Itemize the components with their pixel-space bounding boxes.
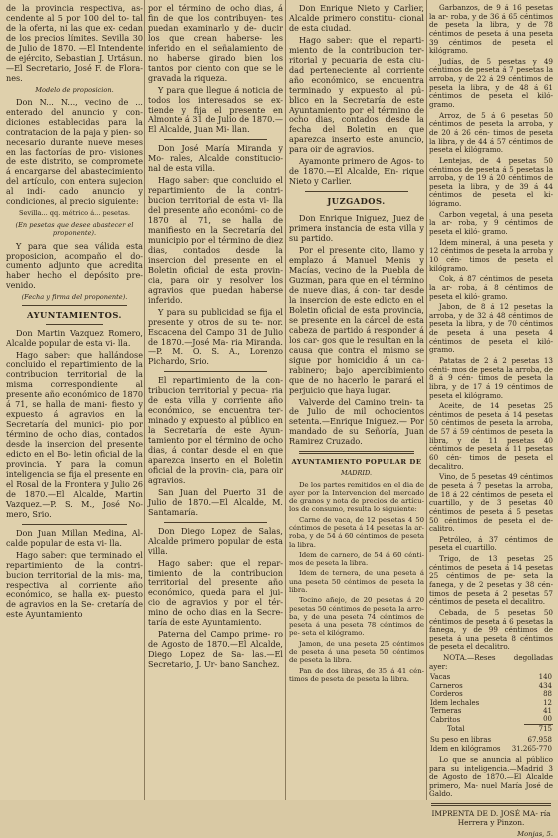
paragraph: Don Juan Millan Medina, Al- calde popular de esta vi- lla.	[6, 527, 143, 548]
modelo-heading: Modelo de proposicion.	[35, 85, 114, 94]
table-row	[429, 682, 553, 690]
column-3	[289, 4, 424, 796]
divider	[46, 324, 103, 325]
section-heading-ayuntamientos: AYUNTAMIENTOS.	[27, 310, 122, 321]
table-cell-value: 12	[543, 698, 552, 707]
imprint-address: Monjas, 5.	[517, 829, 553, 838]
paragraph: Ayamonte primero de Agos- to de 1870.—El Alcalde, En- rique Nieto y Carlier.	[289, 156, 424, 187]
table-row	[429, 745, 553, 753]
nota-title: NOTA.—Reses degolladas ayer:	[429, 653, 553, 671]
section-heading-juzgados: JUZGADOS.	[327, 196, 386, 207]
divider	[164, 371, 267, 372]
paragraph: Y para que llegue á noticia de todos los interesados se ex- tiende y fija el presente en Almonte á 31 de Julio de 1870.—El Alcalde, Juan Mi- llan.	[148, 84, 283, 135]
double-divider	[431, 803, 551, 806]
paragraph: Idem de carnero, de 54 á 60 cénti- mos de peseta la libra.	[289, 550, 424, 568]
table-cell-value: 00	[543, 715, 552, 724]
paragraph: Carne de vaca, de 12 pesetas 4 50 céntimos de peseta á 14 pesetas la ar- roba, y de 54 á 60 céntimos de peseta la libra.	[289, 515, 424, 549]
paragraph: Patatas de 2 á 2 pesetas 13 cénti- mos de peseta la arroba, de 8 á 9 cén- timos de peseta la libra, y de 17 á 19 céntimos de peseta el kilógramo.	[429, 355, 553, 400]
total-label: Total	[447, 724, 465, 733]
table-cell-value: 41	[543, 706, 552, 715]
table-row	[429, 673, 553, 681]
price-report	[289, 481, 424, 683]
table-cell-label: Carneros	[430, 681, 463, 690]
weight-value: 67.958	[527, 736, 552, 745]
divider	[164, 522, 267, 523]
double-divider	[299, 451, 414, 454]
slaughter-table	[429, 673, 553, 733]
paragraph: Y para su publicidad se fija el presente y otros de su te- nor. Escacena del Campo 31 de Julio de 1870.—José Ma- ria Miranda.—P. M. O. S. A., Lorenzo Pichardo, Srio.	[148, 306, 283, 367]
column-1	[6, 4, 143, 796]
divider	[305, 191, 408, 192]
table-cell-value: 88	[543, 690, 552, 699]
paragraph: Paterna del Campo prime- ro de Agosto de 1870.—El Alcalde, Diego Lopez de Sa- las.—El Secretario, J. Ur- bano Sanchez.	[148, 629, 283, 670]
paragraph: Por el presente cito, llamo y emplazo á Manuel Menis y Macías, vecino de la Puebla de Guzman, para que en el término de nueve dias, á con- tar desde la insercion de este edicto en el Boletin oficial de esta provincia, se presente en la cárcel de esta cabeza de partido á responder á los car- gos que le resultan en la causa que contra el mismo se sigue por homicidio á un ca- rabinero; bajo apercibimiento que de no hacerlo le parará el perjuicio que haya lugar.	[289, 245, 424, 395]
divider	[164, 139, 267, 140]
weight-label: Su peso en libras	[430, 736, 492, 745]
nota-line: (En pesetas que desee abastecer el proponente).	[15, 221, 134, 238]
paragraph: Don Enrique Nieto y Carlier, Alcalde primero constitu- cional de esta ciudad.	[289, 3, 424, 33]
paragraph: Hago saber: que el repar- timiento de la contribucion territorial del presente año económico, queda para el jui- cio de agravios y por el tér- mino de ocho dias en la Secre- taría de este Ayuntamiento.	[148, 557, 283, 628]
paragraph: Aceite, de 14 pesetas 25 céntimos de peseta á 14 pesetas 50 céntimos de peseta la arroba, de 57 á 59 céntimos de peseta la libra, y de 11 pesetas 40 céntimos de peseta á 11 pesetas 60 cén- timos de peseta el decalitro.	[429, 401, 553, 471]
paragraph: Don N... N..., vecino de ... enterado del anuncio y con- diciones establecidas para la contratacion de la paja y pien- so necesario durante nueve meses en las factorías de pro- visiones de este distrito, se compromete á encargarse del abastecimiento del artículo, con entera sujecion al indi- cado anuncio y condiciones, al precio siguiente:	[6, 96, 143, 207]
column-divider	[285, 0, 286, 800]
weight-value: 31.265-770	[511, 744, 552, 753]
total-row	[429, 724, 553, 733]
paragraph: Carbon vegetal, á una peseta la ar- roba, y 9 céntimos de peseta el kiló- gramo.	[429, 209, 553, 237]
paragraph: Arroz, de 5 á 6 pesetas 50 céntimos de peseta la arroba, y de 20 á 26 cén- timos de peseta la libra, y de 44 á 57 céntimos de peseta el kilógramo.	[429, 110, 553, 155]
column-divider	[426, 0, 427, 800]
paragraph: Pan de dos libras, de 35 á 41 cén- timos de peseta de peseta la libra.	[289, 666, 424, 683]
paragraph: Hago saber: que el reparti- miento de la contribucion ter- ritorial y pecuaria de esta ciu- dad perteneciente al corriente año económico, se encuentra terminado y expuesto al pú- blico en la Secretaría de este Ayuntamiento por el término de ocho dias, contados desde la fecha del Boletin en que aparezca inserto este anuncio, para oir de agravios.	[289, 34, 424, 155]
column-2	[148, 4, 283, 796]
paragraph: por el término de ocho dias, á fin de que los contribuyen- tes puedan examinarlo y de- ducir los que crean haberse- les inferido en el señalamiento de no haberse girado bien los tantos por ciento con que se le gravada la riqueza.	[148, 3, 283, 83]
table-cell-label: Cabritos	[430, 715, 461, 724]
weight-table	[429, 736, 553, 753]
column-4	[429, 3, 553, 838]
paragraph: Idem mineral, á una peseta y 12 céntimos de peseta la arroba y 10 cén- timos de peseta el kilógramo.	[429, 237, 553, 273]
divider	[22, 524, 127, 525]
paragraph: Idem de ternera, de una peseta á una peseta 50 céntimos de peseta la libra.	[289, 569, 424, 594]
imprint: IMPRENTA DE D. JOSÉ MA- ría Herrera y Pinzon.	[431, 809, 551, 827]
section-subheading-madrid: MADRID.	[340, 468, 373, 477]
table-row	[429, 699, 553, 707]
paragraph: Cok, á 87 céntimos de peseta la ar- roba, á 8 céntimos de peseta el kiló- gramo.	[429, 274, 553, 301]
paragraph: Hago saber: que concluido el repartimiento de la contri- bucion territorial de esta vi- lla del presente año económi- co de 1870 al 71, se halla de manifiesto en la Secretaría del municipio por el término de diez dias, contados desde la insercion del presente en el Boletin oficial de esta provin- cia, para oir y resolver los agravios que puedan haberse inferido.	[148, 175, 283, 305]
weight-label: Idem en kilógramos	[430, 744, 501, 753]
paragraph: Y para que sea válida esta proposicion, acompaño el do- cumento adjunto que acredita haber hecho el depósito pre- venido.	[6, 240, 143, 291]
table-row	[429, 736, 553, 744]
table-cell-label: Vacas	[430, 673, 451, 682]
table-row	[429, 707, 553, 715]
paragraph: Don Enrique Iniguez, Juez de primera instancia de esta villa y su partido.	[289, 213, 424, 244]
divider	[334, 209, 379, 210]
total-value: 715	[524, 724, 553, 733]
paragraph: Judías, de 5 pesetas y 49 céntimos de peseta á 7 pesetas la arroba, y de 22 á 29 céntimos de peseta la libra, y de 48 á 61 céntimos de peseta el kiló- gramo.	[429, 56, 553, 110]
sevilla-line: Sevilla... qq. métrico á... pesetas.	[18, 209, 131, 218]
paragraph: El repartimiento de la con- tribucion territorial y pecua- ria de esta villa y corriente año económico, se encuentra ter- minado y expuesto al público en la Secretaría de este Ayun- tamiento por el término de ocho dias, á contar desde el en que aparezca inserto en el Boletin oficial de la provin- cia, para oir agravios.	[148, 375, 283, 485]
paragraph: Don Diego Lopez de Salas, Alcalde primero popular de esta villa.	[148, 525, 283, 556]
table-row	[429, 690, 553, 698]
paragraph: Petróleo, á 37 céntimos de peseta el cuartillo.	[429, 534, 553, 553]
paragraph: Don José María Miranda y Mo- rales, Alcalde constitucio- nal de esta villa.	[148, 143, 283, 174]
paragraph: San Juan del Puerto 31 de Julio de 1870.—El Alcalde, M. Santamaría.	[148, 486, 283, 517]
table-cell-value: 434	[538, 681, 552, 690]
paragraph: Cebada, de 5 pesetas 50 céntimos de peseta á 6 pesetas la fanega, y de 99 céntimos de peseta á una peseta 8 céntimos de peseta el decalitro.	[429, 607, 553, 652]
section-heading-madrid: AYUNTAMIENTO POPULAR DE	[291, 458, 422, 467]
paragraph: De los partes remitidos en el dia de ayer por la Intervencion del mercado de granos y nota de precios de artícu- los de consumo, resulta lo siguiente:	[289, 480, 424, 514]
paragraph: Garbanzos, de 9 á 16 pesetas la ar- roba, y de 36 á 65 céntimos de peseta la libra, y de 78 céntimos de peseta á una peseta 39 céntimos de peseta el kilógramo.	[429, 3, 553, 56]
firma-line: (Fecha y firma del proponente).	[21, 293, 128, 302]
column-divider	[144, 0, 145, 800]
paragraph: de la provincia respectiva, as- cendente al 5 por 100 del to- tal de la oferta, ni las que ex- cedan de los precios límites. Sevilla 30 de Julio de 1870. —El Intendente de ejército, Sebastian J. Urtásun.—El Secretario, José F. de Flora- nes.	[6, 3, 143, 83]
table-cell-label: Idem lechales	[430, 698, 480, 707]
table-cell-value: 140	[538, 673, 552, 682]
paragraph: Valverde del Camino trein- ta de Julio de mil ochocientos setenta.—Enrique Iniguez.— Por mandado de su Señoría, Juan Ramirez Cruzado.	[289, 396, 424, 447]
table-cell-label: Terneras	[430, 706, 462, 715]
divider	[22, 305, 127, 306]
paragraph: Lentejas, de 4 pesetas 50 céntimos de peseta á 5 pesetas la arroba, y de 19 á 20 céntimos de peseta la libra, y de 39 á 44 céntimos de peseta el ki- lógramo.	[429, 155, 553, 209]
paragraph: Lo que se anuncia al público para su inteligencia.—Madrid 3 de Agosto de 1870.—El Alcalde primero, Ma- nuel María José de Galdo.	[429, 754, 553, 799]
table-row	[429, 715, 553, 724]
paragraph: Hago saber: que hallándose concluido el repartimiento de la contribucion territorial de la misma correspondiente al presente año económico de 1870 á 71, se halla de mani- fiesto y expuesto á agravios en la Secretaría del munici- pio por término de ocho dias, contados desde la insercion del presente edicto en el Bo- letin oficial de la provincia. Y para la comun inteligencia se fija el presente en el Rosal de la Frontera y Julio 26 de 1870.—El Alcalde, Martin Vazquez.—P. S. M., José No- mero, Srio.	[6, 349, 143, 519]
paragraph: Hago saber: que terminado el repartimiento de la contri- bucion territorial de la mis- ma, respectiva al corriente año económico, se halla ex- puesto de agravios en la Se- cretaría de este Ayuntamiento	[6, 549, 143, 620]
paragraph: Vino, de 5 pesetas 49 céntimos de peseta á 7 pesetas la arroba, de 18 á 22 céntimos de peseta el cuartillo, y de 3 pesetas 40 céntimos de peseta á 5 pesetas 50 céntimos de peseta el de- calitro.	[429, 472, 553, 534]
paragraph: Tocino añejo, de 20 pesetas á 20 pesetas 50 céntimos de peseta la arro- ba, y de una peseta 74 céntimos de peseta á una peseta 78 céntimos de pe- seta el kilógramo.	[289, 596, 424, 638]
paragraph: Trigo, de 13 pesetas 25 céntimos de peseta á 14 pesetas 25 céntimos de pe- seta la fanega, y de 2 pesetas y 38 cén- timos de peseta á 2 pesetas 57 céntimos de peseta el decalitro.	[429, 554, 553, 607]
table-cell-label: Corderos	[430, 690, 463, 699]
paragraph: Don Martin Vazquez Romero, Alcalde popular de esta vi- lla.	[6, 327, 143, 348]
paragraph: Jamon, de una peseta 25 céntimos de peseta á una peseta 50 céntimos de peseta la libra.	[289, 639, 424, 665]
paragraph: Jabon, de 8 á 12 pesetas la arroba, y de 32 á 48 céntimos de peseta la libra, y de 70 céntimos de peseta á una peseta 4 céntimos de peseta el kiló- gramo.	[429, 302, 553, 355]
